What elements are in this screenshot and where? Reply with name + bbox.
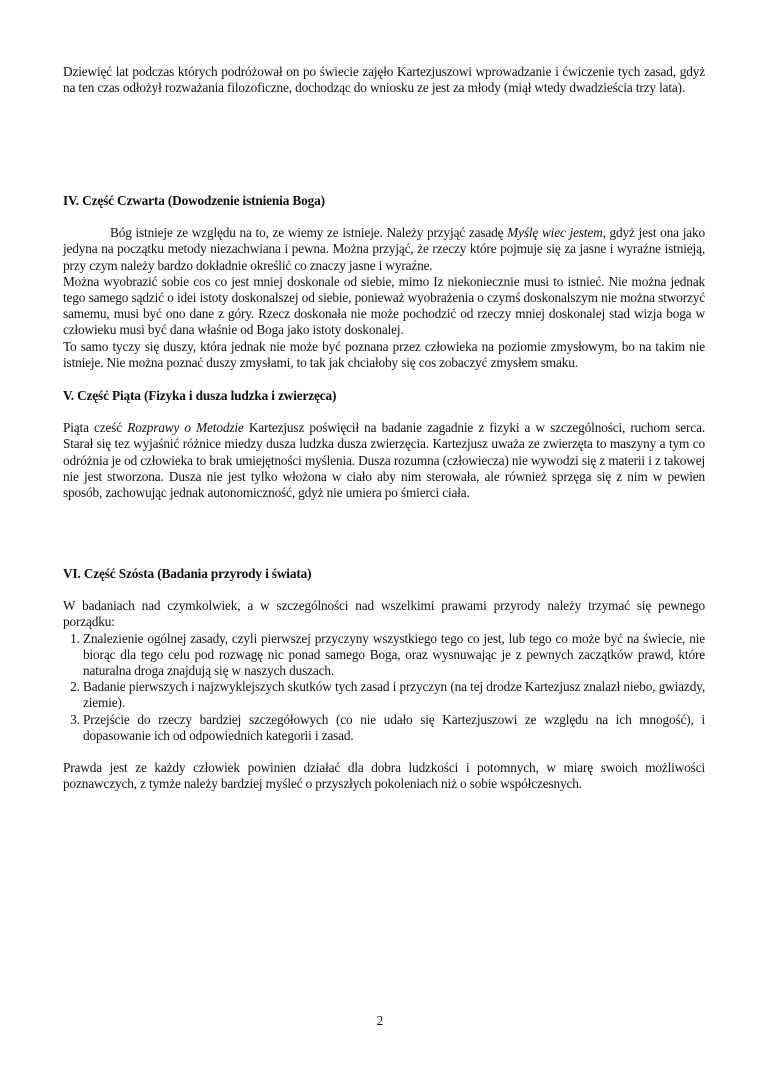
list-item: 1. Znalezienie ogólnej zasady, czyli pierwszej przyczyny wszystkiego tego co jest, lub tego co może być na świecie, nie biorąc dla tego celu pod rozwagę nic ponad samego Boga, oraz wysnuwając je z pewnych zaczątków prawd, które naturalna droga znajdują się w naszych duszach.	[83, 631, 705, 680]
text-run: Bóg istnieje ze względu na to, ze wiemy ze istnieje. Należy przyjąć zasadę	[110, 225, 508, 241]
section-5-paragraph	[63, 420, 705, 501]
section-4-heading: IV. Część Czwarta (Dowodzenie istnienia Boga)	[63, 193, 325, 208]
section-4-paragraph-2: Można wyobrazić sobie cos co jest mniej doskonale od siebie, mimo Iz niekoniecznie musi to istnieć. Nie można jednak tego samego sądzić o idei istoty doskonalszej od siebie, ponieważ wyobrażenia o czymś doskonalszym nie można stworzyć samemu, musi być ono dane z góry. Rzecz doskonała nie może pochodzić od rzeczy mniej doskonalej stad wizja boga w człowieku musi być dana właśnie od Boga jako istoty doskonalej.	[63, 273, 705, 338]
section-4-paragraph-3: To samo tyczy się duszy, która jednak nie może być poznana przez człowieka na poziomie zmysłowym, bo na takim nie istnieje. Nie można poznać duszy zmysłami, to tak jak chciałoby się cos zobaczyć zmysłem smaku.	[63, 338, 705, 370]
italic-title: Rozprawy o Metodzie	[127, 420, 244, 436]
section-5	[63, 388, 705, 501]
intro-paragraph	[63, 64, 705, 96]
text-run: , gdyż jest ona jako jedyna na początku metody niezachwiana i pewna. Można przyjąć, że rzeczy które pojmuje się za jasne i wyraźne istnieją, przy czym należy bardzo dokładnie określić co znaczy jasne i wyraźne.	[63, 225, 705, 273]
section-6-intro: W badaniach nad czymkolwiek, a w szczególności nad wszelkimi prawami przyrody należy trzymać się pewnego porządku:	[63, 598, 705, 630]
intro-text: Dziewięć lat podczas których podróżował on po świecie zajęło Kartezjuszowi wprowadzanie i ćwiczenie tych zasad, gdyż na ten czas odłożył rozważania filozoficzne, dochodząc do wniosku ze jest za młody (miął wtedy dwadzieścia trzy lata).	[63, 64, 705, 96]
italic-phrase: Myślę wiec jestem	[507, 225, 603, 241]
numbered-list	[63, 631, 705, 744]
text-run: Kartezjusz poświęcił na badanie zagadnie z fizyki a w szczególności, ruchom serca. Starał się tez wyjaśnić różnice miedzy dusza ludzka dusza zwierzęcia. Kartezjusz uważa ze zwierzęta to maszyny a tym co odróżnia je od człowieka to brak umiejętności myślenia. Dusza rozumna (człowiecza) nie wywodzi się z materii i z takowej nie jest stworzona. Dusza nie jest tylko włożona w ciało aby nim sterowała, ale również sprzęga się z nim w pewien sposób, zachowując jednak autonomiczność, gdyż nie umiera po śmierci ciała.	[63, 420, 706, 501]
list-item: 3. Przejście do rzeczy bardziej szczegółowych (co nie udało się Kartezjuszowi ze względu na ich mnogość), i dopasowanie ich od odpowiednich kategorii i zasad.	[83, 712, 705, 744]
section-6-heading: VI. Część Szósta (Badania przyrody i świata)	[63, 566, 312, 581]
page-number: 2	[376, 1013, 384, 1028]
section-6	[63, 566, 705, 792]
closing-paragraph: Prawda jest ze każdy człowiek powinien działać dla dobra ludzkości i potomnych, w miarę swoich możliwości poznawczych, z tymże należy bardziej myśleć o przyszłych pokoleniach niż o sobie współczesnych.	[63, 760, 705, 792]
text-run: Piąta cześć	[63, 420, 128, 436]
section-4-paragraph-1	[63, 225, 705, 274]
section-5-heading: V. Część Piąta (Fizyka i dusza ludzka i zwierzęca)	[63, 388, 337, 403]
section-4	[63, 193, 705, 371]
list-item: 2. Badanie pierwszych i najzwyklejszych skutków tych zasad i przyczyn (na tej drodze Kartezjusz znalazł niebo, gwiazdy, ziemie).	[83, 679, 705, 711]
